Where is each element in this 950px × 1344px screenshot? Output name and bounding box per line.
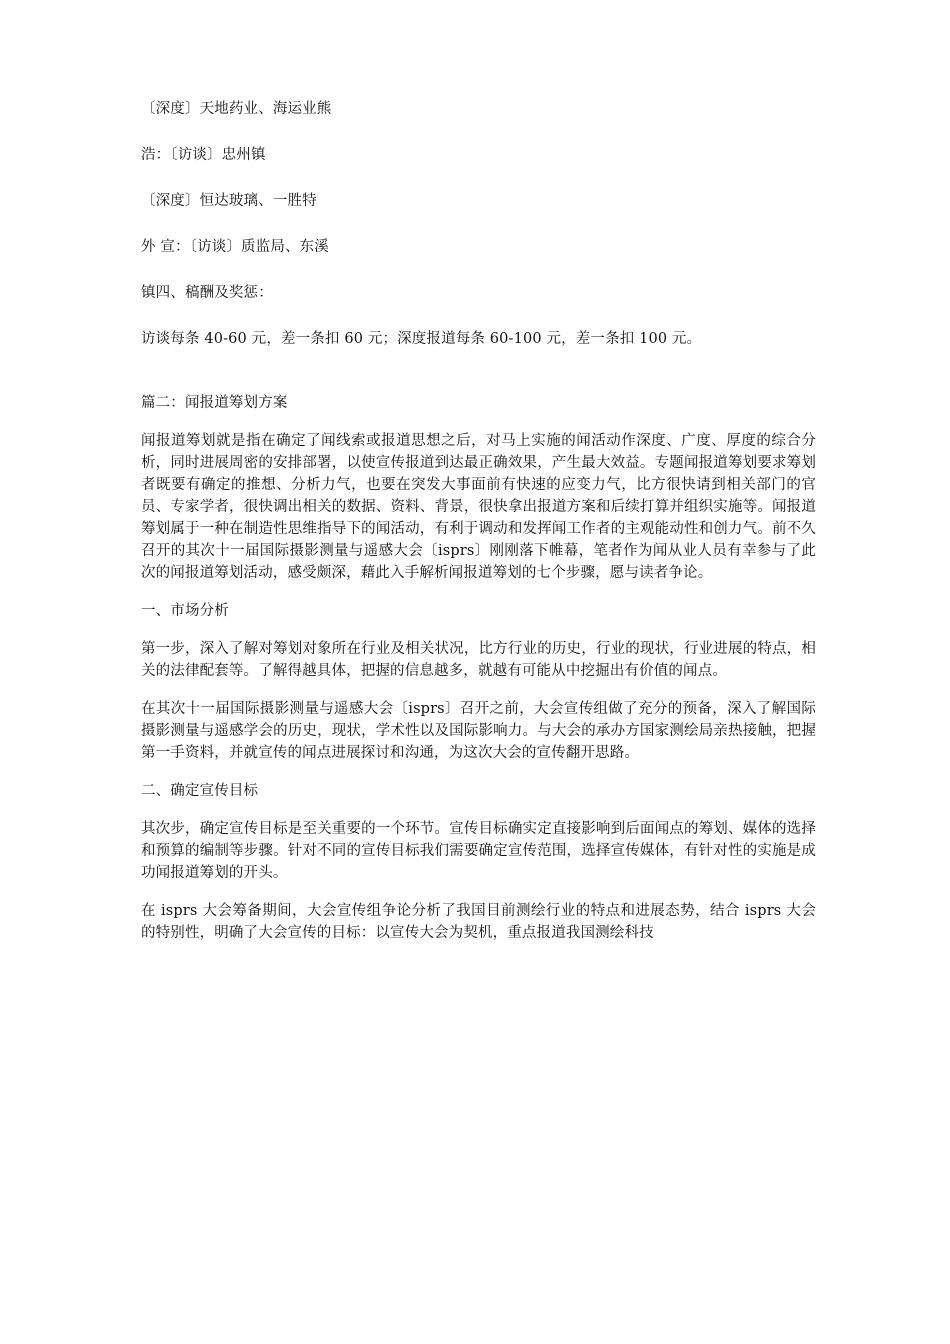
intro-line-1: 〔深度〕天地药业、海运业熊 bbox=[141, 101, 332, 117]
section-1-heading: 一、市场分析 bbox=[141, 603, 229, 619]
section-2-paragraph-1: 其次步，确定宣传目标是至关重要的一个环节。宣传目标确实定直接影响到后面闻点的筹划、媒体的选择和预算的编制等步骤。针对不同的宣传目标我们需要确定宣传范围，选择宣传媒体，有针对性的实施是成功闻报道筹划的开头。 bbox=[141, 821, 816, 881]
section-2-heading: 二、确定宣传目标 bbox=[141, 783, 259, 799]
intro-line-3: 〔深度〕恒达玻璃、一胜特 bbox=[141, 193, 317, 209]
intro-line-4: 外 宣：〔访谈〕质监局、东溪 bbox=[141, 239, 329, 255]
intro-line-5: 镇四、稿酬及奖惩： bbox=[141, 285, 273, 301]
intro-line-2: 浩：〔访谈〕忠州镇 bbox=[141, 147, 266, 163]
intro-line-6: 访谈每条 40-60 元，差一条扣 60 元；深度报道每条 60-100 元，差一条扣 100 元。 bbox=[141, 331, 702, 347]
section-1-paragraph-1: 第一步，深入了解对筹划对象所在行业及相关状况，比方行业的历史，行业的现状，行业进展的特点，相关的法律配套等。了解得越具体，把握的信息越多，就越有可能从中挖掘出有价值的闻点。 bbox=[141, 641, 816, 679]
section-1-paragraph-2: 在其次十一届国际摄影测量与遥感大会〔isprs〕召开之前，大会宣传组做了充分的预备，深入了解国际摄影测量与遥感学会的历史，现状，学术性以及国际影响力。与大会的承办方国家测绘局亲热接触，把握第一手资料，并就宣传的闻点进展探讨和沟通，为这次大会的宣传翻开思路。 bbox=[141, 701, 816, 761]
article-intro-paragraph: 闻报道筹划就是指在确定了闻线索或报道思想之后，对马上实施的闻活动作深度、广度、厚度的综合分析，同时进展周密的安排部署，以使宣传报道到达最正确效果，产生最大效益。专题闻报道筹划要求筹划者既要有确定的推想、分析力气，也要在突发大事面前有快速的应变力气，比方很快请到相关部门的官员、专家学者，很快调出相关的数据、资料、背景，很快拿出报道方案和后续打算并组织实施等。闻报道筹划属于一种在制造性思维指导下的闻活动，有利于调动和发挥闻工作者的主观能动性和创力气。前不久召开的其次十一届国际摄影测量与遥感大会〔isprs〕刚刚落下帷幕，笔者作为闻从业人员有幸参与了此次的闻报道筹划活动，感受颇深，藉此入手解析闻报道筹划的七个步骤，愿与读者争论。 bbox=[141, 433, 816, 581]
document-page bbox=[141, 96, 816, 960]
section-2-paragraph-2: 在 isprs 大会筹备期间，大会宣传组争论分析了我国目前测绘行业的特点和进展态势，结合 isprs 大会的特别性，明确了大会宣传的目标：以宣传大会为契机，重点报道我国测绘科技 bbox=[141, 903, 816, 941]
article-title: 篇二：闻报道筹划方案 bbox=[141, 395, 288, 411]
